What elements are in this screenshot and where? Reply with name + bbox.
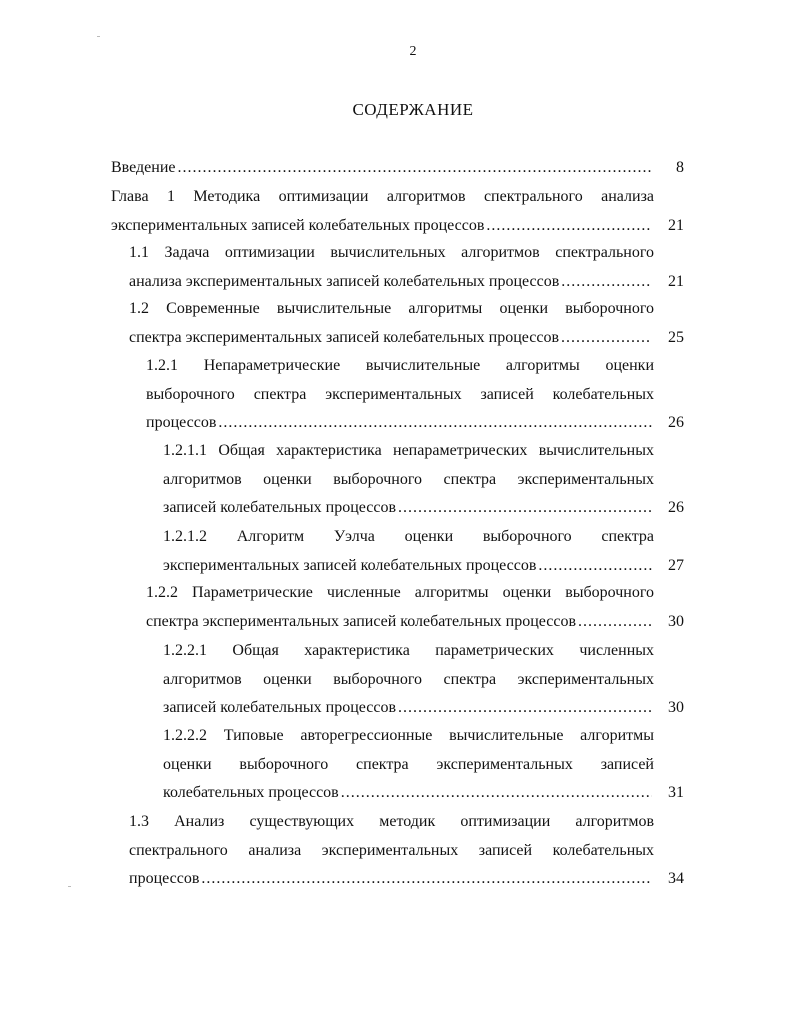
toc-page-number: 27 bbox=[668, 557, 684, 574]
toc-entry-text: записей колебательных процессов bbox=[163, 499, 397, 516]
leader-dots bbox=[178, 158, 653, 178]
toc-entry-text: 1.2.1 Непараметрические вычислительные алгоритмы оценки bbox=[146, 357, 654, 374]
toc-entry-text: экспериментальных записей колебательных процессов bbox=[163, 557, 537, 574]
toc-entry-text: оценки выборочного спектра экспериментальных записей bbox=[163, 756, 654, 773]
leader-dots bbox=[218, 413, 652, 433]
toc-page-number: 21 bbox=[668, 217, 684, 234]
leader-dots bbox=[398, 498, 652, 518]
leader-dots bbox=[578, 612, 652, 632]
page-number: 2 bbox=[409, 44, 417, 59]
scan-speck bbox=[68, 886, 71, 887]
toc-entry-text: 1.2.1.2 Алгоритм Уэлча оценки выборочного спектра bbox=[163, 528, 654, 545]
toc-page-number: 26 bbox=[668, 499, 684, 516]
toc-entry-text: процессов bbox=[146, 414, 217, 431]
toc-page-number: 26 bbox=[668, 414, 684, 431]
toc-entry-text: 1.2.2.2 Типовые авторегрессионные вычислительные алгоритмы bbox=[163, 727, 654, 744]
leader-dots bbox=[398, 698, 652, 718]
scan-speck bbox=[97, 36, 100, 37]
toc-entry-text: записей колебательных процессов bbox=[163, 699, 397, 716]
toc-entry-text: 1.2.1.1 Общая характеристика непараметрических вычислительных bbox=[163, 442, 654, 459]
toc-entry-text: 1.2 Современные вычислительные алгоритмы оценки выборочного bbox=[129, 300, 654, 317]
toc-entry-text: спектра экспериментальных записей колебательных процессов bbox=[146, 613, 577, 630]
leader-dots bbox=[201, 869, 652, 889]
toc-entry-text: колебательных процессов bbox=[163, 784, 339, 801]
leader-dots bbox=[341, 783, 652, 803]
leader-dots bbox=[486, 216, 652, 236]
toc-page-number: 25 bbox=[668, 329, 684, 346]
toc-entry-text: алгоритмов оценки выборочного спектра экспериментальных bbox=[163, 671, 654, 688]
toc-entry-text: экспериментальных записей колебательных процессов bbox=[111, 217, 485, 234]
leader-dots bbox=[561, 328, 652, 348]
toc-page-number: 30 bbox=[668, 699, 684, 716]
toc-entry-text: спектрального анализа экспериментальных записей колебательных bbox=[129, 842, 654, 859]
toc-page-number: 8 bbox=[676, 159, 684, 176]
toc-title: СОДЕРЖАНИЕ bbox=[352, 100, 474, 119]
toc-entry-text: 1.1 Задача оптимизации вычислительных алгоритмов спектрального bbox=[129, 244, 654, 261]
leader-dots bbox=[538, 556, 652, 576]
toc-entry-text: Глава 1 Методика оптимизации алгоритмов спектрального анализа bbox=[111, 188, 654, 205]
toc-entry-text: анализа экспериментальных записей колебательных процессов bbox=[129, 273, 560, 290]
toc-page-number: 31 bbox=[668, 784, 684, 801]
toc-entry-text: процессов bbox=[129, 870, 200, 887]
leader-dots bbox=[561, 272, 652, 292]
toc-entry-text: 1.2.2.1 Общая характеристика параметрических численных bbox=[163, 642, 654, 659]
toc-page-number: 21 bbox=[668, 273, 684, 290]
toc-entry-text: Введение bbox=[111, 159, 176, 176]
toc-entry-text: выборочного спектра экспериментальных записей колебательных bbox=[146, 386, 654, 403]
toc-entry-text: спектра экспериментальных записей колебательных процессов bbox=[129, 329, 560, 346]
toc-entry-text: алгоритмов оценки выборочного спектра экспериментальных bbox=[163, 471, 654, 488]
toc-entry-text: 1.3 Анализ существующих методик оптимизации алгоритмов bbox=[129, 813, 654, 830]
toc-page-number: 30 bbox=[668, 613, 684, 630]
toc-entry-text: 1.2.2 Параметрические численные алгоритмы оценки выборочного bbox=[146, 584, 654, 601]
toc-page-number: 34 bbox=[668, 870, 684, 887]
